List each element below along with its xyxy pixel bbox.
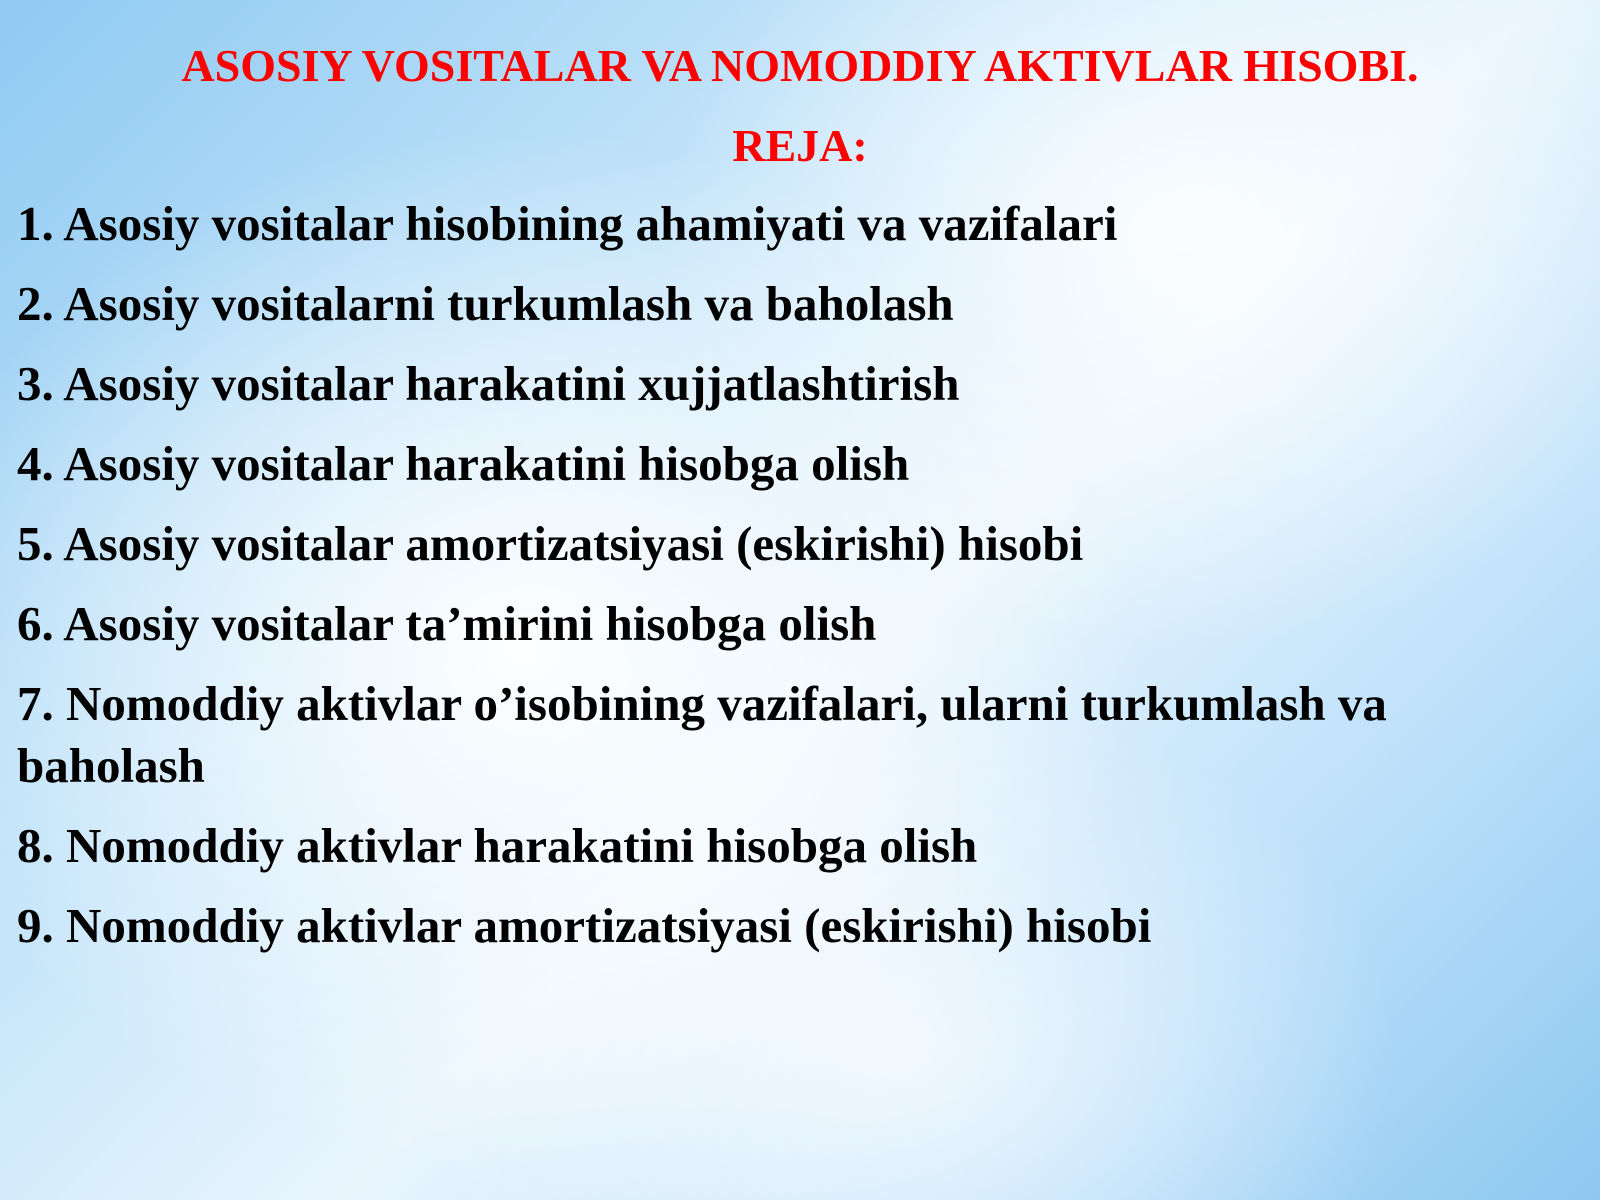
plan-item: 3. Asosiy vositalar harakatini xujjatlashtirish [17,356,960,411]
plan-list [17,193,1577,975]
plan-item: 4. Asosiy vositalar harakatini hisobga olish [17,436,910,491]
plan-item: 6. Asosiy vositalar ta’mirini hisobga olish [17,596,877,651]
plan-heading: REJA: [732,120,868,171]
plan-item: 8. Nomoddiy aktivlar harakatini hisobga olish [17,818,978,873]
slide-title: ASOSIY VOSITALAR VA NOMODDIY AKTIVLAR HISOBI. [181,40,1419,91]
plan-item: 1. Asosiy vositalar hisobining ahamiyati va vazifalari [17,196,1118,251]
plan-item: 7. Nomoddiy aktivlar o’isobining vazifalari, ularni turkumlash va baholash [17,676,1387,793]
plan-item: 9. Nomoddiy aktivlar amortizatsiyasi (eskirishi) hisobi [17,898,1152,953]
plan-item: 2. Asosiy vositalarni turkumlash va baholash [17,276,954,331]
plan-item: 5. Asosiy vositalar amortizatsiyasi (eskirishi) hisobi [17,516,1084,571]
